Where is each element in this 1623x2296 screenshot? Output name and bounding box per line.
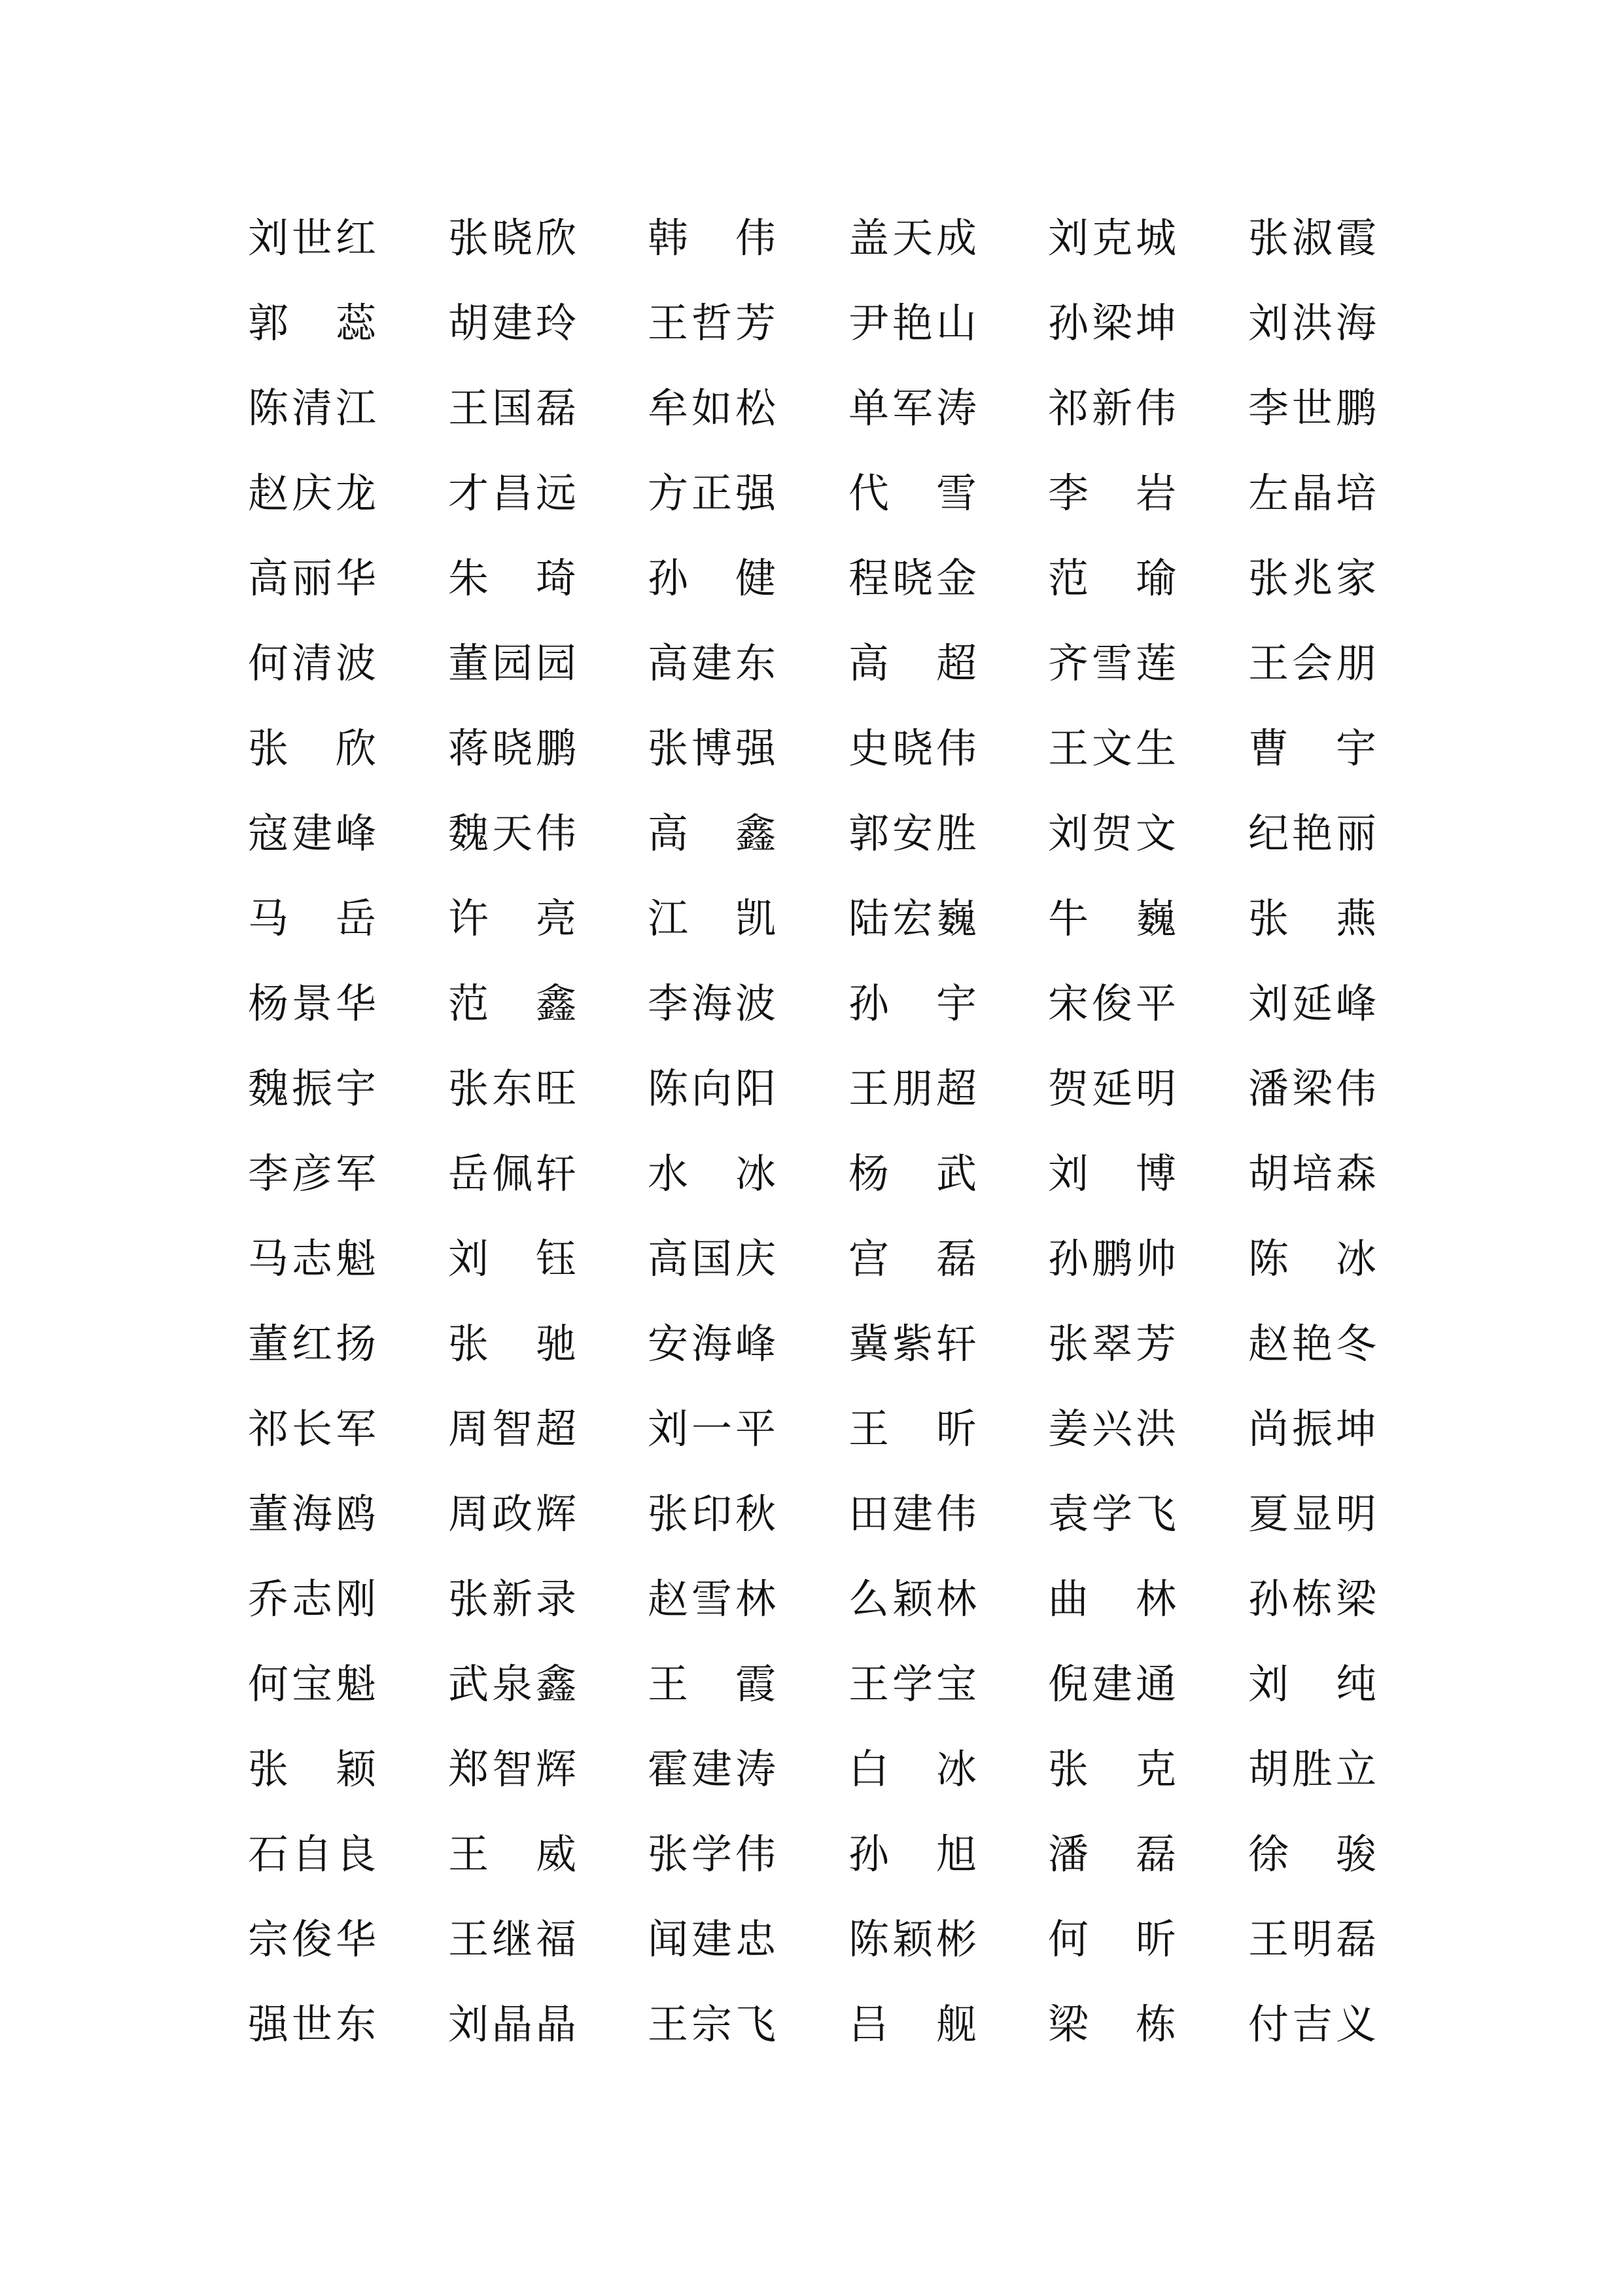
name-entry: 田 建 伟 bbox=[848, 1490, 977, 1538]
name-entry: 张 颖 bbox=[247, 1745, 376, 1793]
name-row bbox=[0, 1318, 1623, 1370]
name-entry: 袁 学 飞 bbox=[1047, 1490, 1176, 1538]
name-row bbox=[0, 892, 1623, 945]
name-entry: 牛 巍 bbox=[1047, 894, 1176, 942]
name-entry: 王 霞 bbox=[647, 1660, 776, 1708]
name-entry: 董 红 扬 bbox=[247, 1320, 376, 1368]
name-row bbox=[0, 1743, 1623, 1795]
name-entry: 王 文 生 bbox=[1047, 724, 1176, 772]
name-row bbox=[0, 1233, 1623, 1285]
name-entry: 李 彦 军 bbox=[247, 1150, 376, 1197]
name-entry: 武 泉 鑫 bbox=[447, 1660, 576, 1708]
name-entry: 刘 钰 bbox=[447, 1235, 576, 1282]
name-row bbox=[0, 297, 1623, 349]
name-row bbox=[0, 722, 1623, 775]
name-entry: 潘 磊 bbox=[1047, 1830, 1176, 1878]
name-entry: 王 会 朋 bbox=[1248, 639, 1376, 687]
name-entry: 乔 志 刚 bbox=[247, 1575, 376, 1623]
name-entry: 强 世 东 bbox=[247, 2000, 376, 2048]
name-row bbox=[0, 212, 1623, 264]
name-entry: 何 昕 bbox=[1047, 1915, 1176, 1963]
name-entry: 石 自 良 bbox=[247, 1830, 376, 1878]
name-entry: 赵 艳 冬 bbox=[1248, 1320, 1376, 1368]
name-entry: 朱 琦 bbox=[447, 554, 576, 602]
name-entry: 潘 梁 伟 bbox=[1248, 1065, 1376, 1112]
name-entry: 张 新 录 bbox=[447, 1575, 576, 1623]
name-entry: 董 园 园 bbox=[447, 639, 576, 687]
name-entry: 曹 宇 bbox=[1248, 724, 1376, 772]
name-entry: 陈 向 阳 bbox=[647, 1065, 776, 1112]
name-row bbox=[0, 552, 1623, 605]
name-entry: 姜 兴 洪 bbox=[1047, 1405, 1176, 1453]
name-entry: 陆 宏 巍 bbox=[848, 894, 977, 942]
name-entry: 刘 贺 文 bbox=[1047, 809, 1176, 857]
name-entry: 李 海 波 bbox=[647, 980, 776, 1027]
name-row bbox=[0, 1403, 1623, 1455]
name-entry: 安 海 峰 bbox=[647, 1320, 776, 1368]
name-entry: 周 政 辉 bbox=[447, 1490, 576, 1538]
name-entry: 左 晶 培 bbox=[1248, 469, 1376, 517]
name-entry: 马 岳 bbox=[247, 894, 376, 942]
name-entry: 张 东 旺 bbox=[447, 1065, 576, 1112]
name-row bbox=[0, 1573, 1623, 1625]
name-entry: 孙 栋 梁 bbox=[1248, 1575, 1376, 1623]
name-entry: 王 威 bbox=[447, 1830, 576, 1878]
name-entry: 祁 新 伟 bbox=[1047, 384, 1176, 432]
name-entry: 张 欣 bbox=[247, 724, 376, 772]
name-entry: 方 正 强 bbox=[647, 469, 776, 517]
name-entry: 董 海 鸥 bbox=[247, 1490, 376, 1538]
name-entry: 梁 栋 bbox=[1047, 2000, 1176, 2048]
name-entry: 郭 安 胜 bbox=[848, 809, 977, 857]
name-entry: 江 凯 bbox=[647, 894, 776, 942]
name-entry: 孙 健 bbox=[647, 554, 776, 602]
name-entry: 胡 胜 立 bbox=[1248, 1745, 1376, 1793]
name-entry: 李 岩 bbox=[1047, 469, 1176, 517]
name-row bbox=[0, 1913, 1623, 1966]
name-entry: 孙 梁 坤 bbox=[1047, 299, 1176, 347]
name-entry: 刘 延 峰 bbox=[1248, 980, 1376, 1027]
name-entry: 徐 骏 bbox=[1248, 1830, 1376, 1878]
name-entry: 高 建 东 bbox=[647, 639, 776, 687]
name-entry: 张 印 秋 bbox=[647, 1490, 776, 1538]
name-entry: 高 超 bbox=[848, 639, 977, 687]
name-entry: 陈 清 江 bbox=[247, 384, 376, 432]
name-row bbox=[0, 978, 1623, 1030]
name-entry: 才 昌 远 bbox=[447, 469, 576, 517]
name-row bbox=[0, 1488, 1623, 1540]
name-row bbox=[0, 467, 1623, 520]
name-entry: 牟 如 松 bbox=[647, 384, 776, 432]
name-entry: 孙 鹏 帅 bbox=[1047, 1235, 1176, 1282]
name-entry: 张 翠 芳 bbox=[1047, 1320, 1176, 1368]
name-entry: 岳 佩 轩 bbox=[447, 1150, 576, 1197]
name-entry: 魏 振 宇 bbox=[247, 1065, 376, 1112]
name-entry: 范 瑜 bbox=[1047, 554, 1176, 602]
name-entry: 胡 培 森 bbox=[1248, 1150, 1376, 1197]
name-entry: 程 晓 金 bbox=[848, 554, 977, 602]
name-entry: 宫 磊 bbox=[848, 1235, 977, 1282]
name-entry: 单 军 涛 bbox=[848, 384, 977, 432]
name-entry: 蒋 晓 鹏 bbox=[447, 724, 576, 772]
name-entry: 刘 洪 海 bbox=[1248, 299, 1376, 347]
name-entry: 张 燕 bbox=[1248, 894, 1376, 942]
name-entry: 刘 纯 bbox=[1248, 1660, 1376, 1708]
name-entry: 么 颖 林 bbox=[848, 1575, 977, 1623]
name-entry: 张 兆 家 bbox=[1248, 554, 1376, 602]
name-entry: 陈 颖 彬 bbox=[848, 1915, 977, 1963]
name-entry: 何 清 波 bbox=[247, 639, 376, 687]
name-row bbox=[0, 1063, 1623, 1115]
name-entry: 代 雪 bbox=[848, 469, 977, 517]
name-entry: 张 克 bbox=[1047, 1745, 1176, 1793]
name-entry: 刘 博 bbox=[1047, 1150, 1176, 1197]
name-entry: 张 博 强 bbox=[647, 724, 776, 772]
name-entry: 张 驰 bbox=[447, 1320, 576, 1368]
name-row bbox=[0, 1148, 1623, 1200]
name-entry: 马 志 魁 bbox=[247, 1235, 376, 1282]
name-entry: 张 晓 欣 bbox=[447, 214, 576, 262]
name-entry: 倪 建 通 bbox=[1047, 1660, 1176, 1708]
name-entry: 赵 庆 龙 bbox=[247, 469, 376, 517]
name-entry: 寇 建 峰 bbox=[247, 809, 376, 857]
name-entry: 王 昕 bbox=[848, 1405, 977, 1453]
name-entry: 白 冰 bbox=[848, 1745, 977, 1793]
name-entry: 王 朋 超 bbox=[848, 1065, 977, 1112]
name-entry: 魏 天 伟 bbox=[447, 809, 576, 857]
name-entry: 孙 宇 bbox=[848, 980, 977, 1027]
name-entry: 吕 舰 bbox=[848, 2000, 977, 2048]
name-entry: 何 宝 魁 bbox=[247, 1660, 376, 1708]
name-row bbox=[0, 1998, 1623, 2051]
name-row bbox=[0, 637, 1623, 690]
name-entry: 刘 一 平 bbox=[647, 1405, 776, 1453]
name-entry: 齐 雪 莲 bbox=[1047, 639, 1176, 687]
name-entry: 冀 紫 轩 bbox=[848, 1320, 977, 1368]
name-entry: 付 吉 义 bbox=[1248, 2000, 1376, 2048]
name-entry: 曲 林 bbox=[1047, 1575, 1176, 1623]
name-entry: 王 国 磊 bbox=[447, 384, 576, 432]
name-entry: 贺 延 明 bbox=[1047, 1065, 1176, 1112]
name-entry: 杨 武 bbox=[848, 1150, 977, 1197]
name-entry: 尹 艳 山 bbox=[848, 299, 977, 347]
name-entry: 宋 俊 平 bbox=[1047, 980, 1176, 1027]
name-entry: 王 宗 飞 bbox=[647, 2000, 776, 2048]
name-entry: 王 明 磊 bbox=[1248, 1915, 1376, 1963]
name-entry: 夏 显 明 bbox=[1248, 1490, 1376, 1538]
name-entry: 胡 建 玲 bbox=[447, 299, 576, 347]
name-entry: 纪 艳 丽 bbox=[1248, 809, 1376, 857]
name-entry: 赵 雪 林 bbox=[647, 1575, 776, 1623]
name-entry: 刘 晶 晶 bbox=[447, 2000, 576, 2048]
name-entry: 高 丽 华 bbox=[247, 554, 376, 602]
name-entry: 许 亮 bbox=[447, 894, 576, 942]
name-entry: 王 学 宝 bbox=[848, 1660, 977, 1708]
name-entry: 王 哲 芳 bbox=[647, 299, 776, 347]
name-entry: 郭 蕊 bbox=[247, 299, 376, 347]
name-entry: 韩 伟 bbox=[647, 214, 776, 262]
name-entry: 张 淑 霞 bbox=[1248, 214, 1376, 262]
name-row bbox=[0, 807, 1623, 860]
name-row bbox=[0, 382, 1623, 434]
name-entry: 祁 长 军 bbox=[247, 1405, 376, 1453]
name-entry: 水 冰 bbox=[647, 1150, 776, 1197]
name-entry: 史 晓 伟 bbox=[848, 724, 977, 772]
name-entry: 高 鑫 bbox=[647, 809, 776, 857]
name-entry: 孙 旭 bbox=[848, 1830, 977, 1878]
name-entry: 范 鑫 bbox=[447, 980, 576, 1027]
name-entry: 高 国 庆 bbox=[647, 1235, 776, 1282]
name-entry: 盖 天 成 bbox=[848, 214, 977, 262]
name-entry: 王 继 福 bbox=[447, 1915, 576, 1963]
name-entry: 刘 克 城 bbox=[1047, 214, 1176, 262]
name-entry: 周 智 超 bbox=[447, 1405, 576, 1453]
name-entry: 陈 冰 bbox=[1248, 1235, 1376, 1282]
name-entry: 郑 智 辉 bbox=[447, 1745, 576, 1793]
name-row bbox=[0, 1658, 1623, 1710]
name-entry: 宗 俊 华 bbox=[247, 1915, 376, 1963]
name-entry: 闻 建 忠 bbox=[647, 1915, 776, 1963]
name-entry: 杨 景 华 bbox=[247, 980, 376, 1027]
name-row bbox=[0, 1828, 1623, 1881]
name-entry: 霍 建 涛 bbox=[647, 1745, 776, 1793]
name-entry: 李 世 鹏 bbox=[1248, 384, 1376, 432]
name-entry: 张 学 伟 bbox=[647, 1830, 776, 1878]
name-entry: 刘 世 红 bbox=[247, 214, 376, 262]
name-entry: 尚 振 坤 bbox=[1248, 1405, 1376, 1453]
